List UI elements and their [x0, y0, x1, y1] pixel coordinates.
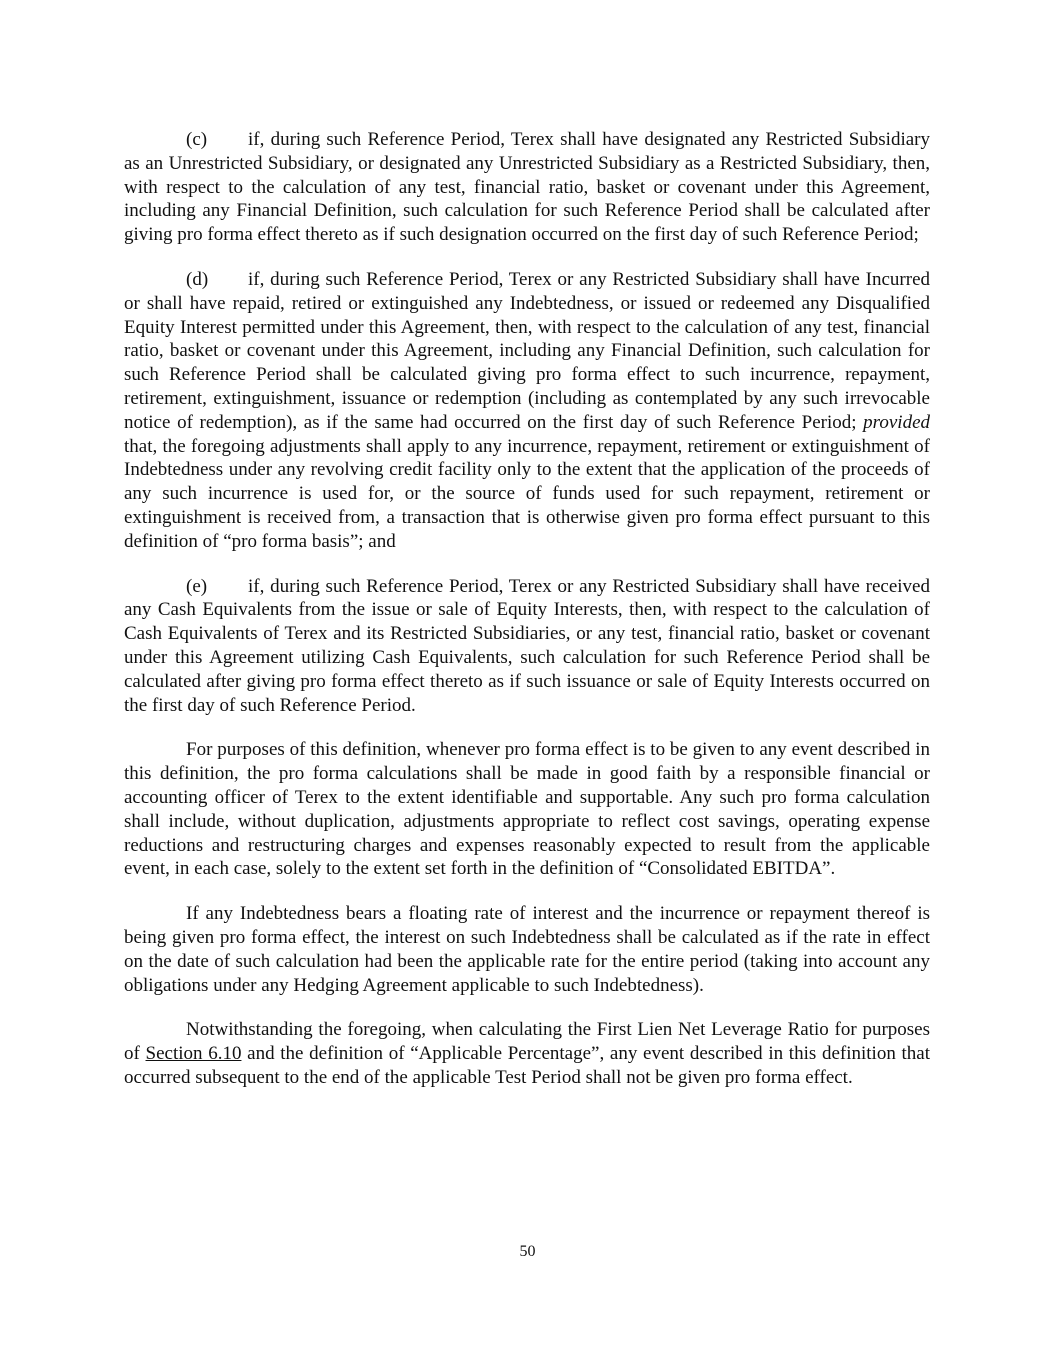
clause-e-text: if, during such Reference Period, Terex or any Restricted Subsidiary shall have received any Cash Equivalents from the issue or sale of Equity Interests, then, with respect to the calculation of Cash Equivalents of Terex and its Restricted Subsidiaries, or any test, financial ratio, basket or covenant under this Agreement utilizing Cash Equivalents, such calculation for such Reference Period shall be calculated after giving pro forma effect thereto as if such issuance or sale of Equity Interests occurred on the first day of such Reference Period. [124, 575, 930, 716]
clause-d [124, 268, 930, 554]
clause-c-label: (c) [186, 129, 208, 150]
floating-rate-paragraph: If any Indebtedness bears a floating rate of interest and the incurrence or repayment thereof is being given pro forma effect, the interest on such Indebtedness shall be calculated as if the rate in effect on the date of such calculation had been the applicable rate for the entire period (taking into account any obligations under any Hedging Agreement applicable to such Indebtedness). [124, 903, 930, 996]
notwithstanding-text-2: and the definition of “Applicable Percentage”, any event described in this definition that occurred subsequent to the end of the applicable Test Period shall not be given pro forma effect. [124, 1043, 930, 1088]
clause-c [124, 128, 930, 247]
clause-d-text-2: that, the foregoing adjustments shall apply to any incurrence, repayment, retirement or extinguishment of Indebtedness under any revolving credit facility only to the extent that the application of the proceeds of any such incurrence is used for, or the source of funds used for such repayment, retirement or extinguishment is received from, a transaction that is otherwise given pro forma effect pursuant to this definition of “pro forma basis”; and [124, 435, 930, 552]
notwithstanding-text-1: Notwithstanding the foregoing, when calculating the First Lien Net Leverage Ratio for purposes of [124, 1019, 930, 1065]
clause-c-text: if, during such Reference Period, Terex shall have designated any Restricted Subsidiary as an Unrestricted Subsidiary, or designated any Unrestricted Subsidiary as a Restricted Subsidiary, then, with respect to the calculation of any test, financial ratio, basket or covenant under this Agreement, including any Financial Definition, such calculation for such Reference Period shall be calculated after giving pro forma effect thereto as if such designation occurred on the first day of such Reference Period; [124, 129, 930, 246]
notwithstanding-paragraph [124, 1018, 930, 1089]
page-body [124, 128, 930, 1111]
section-6-10-link[interactable]: Section 6.10 [145, 1043, 242, 1065]
clause-e [124, 575, 930, 718]
purposes-paragraph: For purposes of this definition, whenever pro forma effect is to be given to any event described in this definition, the pro forma calculations shall be made in good faith by a responsible financial or accounting officer of Terex to the extent identifiable and supportable. Any such pro forma calculation shall include, without duplication, adjustments appropriate to reflect cost savings, operating expense reductions and restructuring charges and expenses reasonably expected to result from the applicable event, in each case, solely to the extent set forth in the definition of “Consolidated EBITDA”. [124, 739, 930, 880]
page-number: 50 [519, 1243, 536, 1260]
clause-d-provided: provided [863, 411, 931, 433]
clause-d-text-1: if, during such Reference Period, Terex or any Restricted Subsidiary shall have Incurred or shall have repaid, retired or extinguished any Indebtedness, or issued or redeemed any Disqualified Equity Interest permitted under this Agreement, then, with respect to the calculation of any test, financial ratio, basket or covenant under this Agreement, including any Financial Definition, such calculation for such Reference Period shall be calculated giving pro forma effect to such incurrence, repayment, retirement, extinguishment, issuance or redemption (including as contemplated by any such irrevocable notice of redemption), as if the same had occurred on the first day of such Reference Period; [124, 268, 930, 433]
clause-d-label: (d) [186, 268, 209, 290]
clause-e-label: (e) [186, 575, 208, 597]
